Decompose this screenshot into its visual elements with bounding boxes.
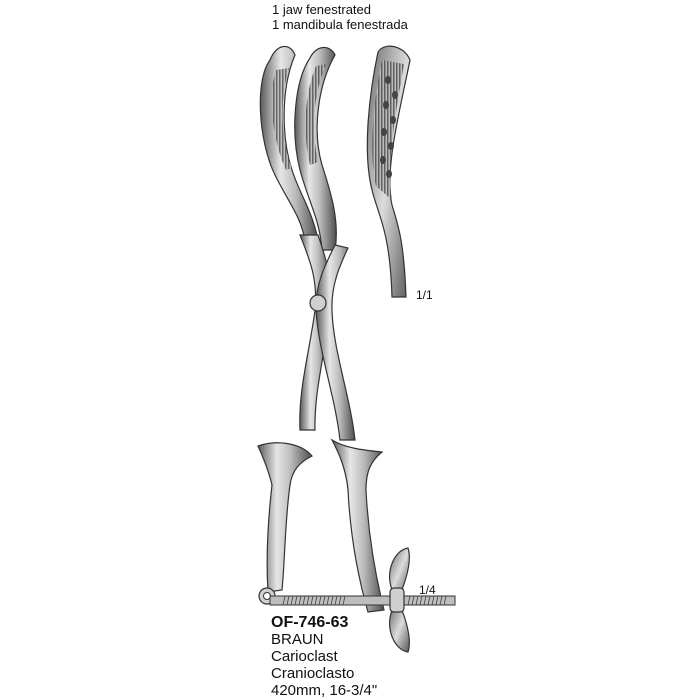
- caption-english: 1 jaw fenestrated: [272, 2, 372, 17]
- product-info: [271, 614, 377, 699]
- pivot-screw: [310, 295, 326, 311]
- jaw-detail-view: [367, 46, 410, 297]
- shanks: [300, 235, 355, 440]
- caption-spanish: 1 mandibula fenestrada: [272, 17, 408, 32]
- fenestration-caption: [272, 2, 408, 32]
- product-name-english: Carioclast: [271, 648, 338, 665]
- right-handle: [332, 440, 384, 612]
- product-brand: BRAUN: [271, 631, 324, 648]
- threaded-rod: [270, 596, 455, 605]
- product-code: OF-746-63: [271, 614, 349, 631]
- product-name-spanish: Cranioclasto: [271, 665, 355, 682]
- detail-scale-label: 1/1: [416, 288, 433, 302]
- product-size: 420mm, 16-3/4": [271, 682, 378, 699]
- left-handle: [258, 443, 312, 604]
- instrument-scale-label: 1/4: [419, 583, 436, 597]
